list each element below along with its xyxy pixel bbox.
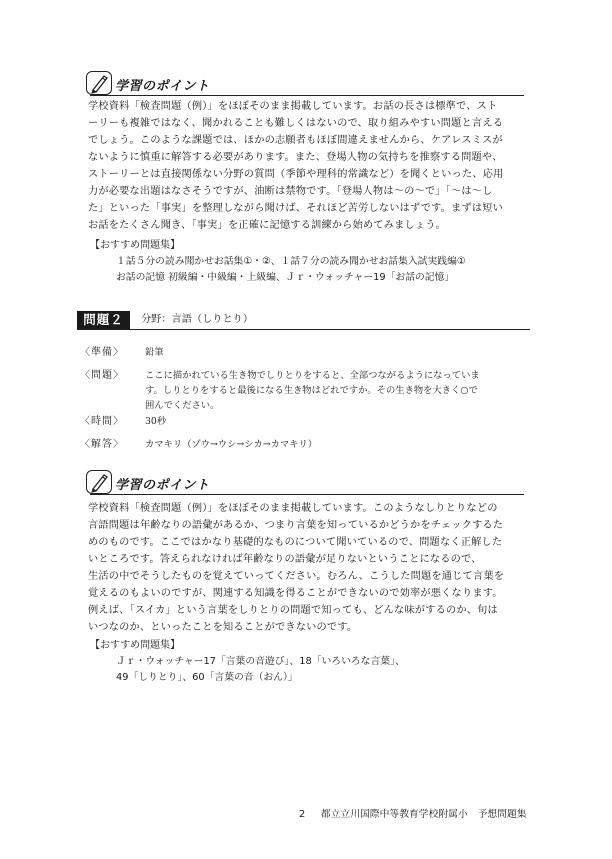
book-title: 都立立川国際中等教育学校附属小 予想問題集 [320,809,527,820]
point-title: 学習のポイント [115,79,210,94]
paragraph-line: 力が必要な出題はなさそうですが、油断は禁物です。「登場人物は～の～で」「～は～し [88,186,493,197]
paragraph-line: でしょう。このような課題では、ほかの志願者もほぼ間違えませんから、ケアレスミスが [88,135,503,146]
recommended-heading: 【おすすめ問題集】 [90,240,181,251]
value-question: す。しりとりをすると最後になる生き物はどれですか。その生き物を大きく○で [145,385,478,396]
value-question: 囲んでください。 [145,400,220,411]
paragraph-line: 覚えるのもよいのですが、関連する知識を得ることができないので効率が悪くなります。 [88,588,503,599]
point-header-2 [86,470,210,494]
label-question: 〈問題〉 [80,370,124,381]
page-footer [299,806,527,820]
paragraph-line: お話をたくさん聞き、「事実」を正確に記憶する訓練から始めてみましょう。 [88,220,447,231]
point-underline [90,494,524,495]
value-answer: カマキリ（ゾウ→ウシ→シカ→カマキリ） [145,439,318,450]
problem-badge: 問題２ [77,311,130,329]
page-number: 2 [299,809,306,820]
recommended-item: Ｊｒ・ウォッチャー17「言葉の音遊び」、18「いろいろな言葉」、 [116,656,405,667]
value-preparation: 鉛筆 [145,347,164,358]
paragraph-line: ないように慎重に解答する必要があります。また、登場人物の気持ちを推察する問題や、 [88,152,503,163]
label-time: 〈時間〉 [80,416,124,427]
label-answer: 〈解答〉 [80,439,124,450]
recommended-heading: 【おすすめ問題集】 [90,640,181,651]
pencil-icon [86,470,112,494]
value-time: 30秒 [145,416,167,427]
point-header-1 [86,71,210,95]
paragraph-line: いところです。答えられなければ年齢なりの語彙が足りないということになるので、 [88,554,482,565]
paragraph-line: 生活の中でそうしたものを覚えていってください。むろん、こうした問題を通じて言葉を [88,571,505,582]
paragraph-line: 言語問題は年齢なりの語彙があるか、つまり言葉を知っているかどうかをチェックするた [88,520,504,531]
paragraph-line: 学校資料「検査問題（例）」をほぼそのまま掲載しています。お話の長さは標準で、スト [88,101,498,112]
recommended-item: １話５分の読み聞かせお話集①・②、１話７分の読み聞かせお話集入試実践編① [116,256,466,267]
point-title: 学習のポイント [115,478,210,493]
pencil-icon [86,71,112,95]
recommended-item: お話の記憶 初級編・中級編・上級編、Ｊｒ・ウォッチャー19「お話の記憶」 [116,272,455,283]
paragraph-line: いつなのか、といったことを知ることができないのです。 [88,622,358,633]
paragraph-line: 学校資料「検査問題（例）」をほぼそのまま掲載しています。このようなしりとりなどの [88,503,498,514]
value-question: ここに描かれている生き物でしりとりをすると、全部つながるようになっていま [145,370,480,381]
paragraph-line: めのものです。ここではかなり基礎的なものについて聞いているので、問題なく正解した [88,537,503,548]
point-paragraph-1 [88,98,526,234]
recommended-item: 49「しりとり」、60「言葉の音（おん）」 [116,672,298,683]
paragraph-line: ストーリーとは直接関係ない分野の質問（季節や理科的常識など）を聞くといった、応用 [88,169,504,180]
problem-field: 分野：言語（しりとり） [141,314,254,325]
paragraph-line: ーリーも複雑ではなく、聞かれることも難しくはないので、取り組みやすい問題と言える [88,118,504,129]
paragraph-line: た」といった「事実」を整理しながら聞けば、それほど苦労しないはずです。まずは短い [88,203,503,214]
point-underline [90,95,524,96]
paragraph-line: 例えば、「スイカ」という言葉をしりとりの問題で知っても、どんな味がするのか、旬は [88,605,498,616]
point-paragraph-2 [88,500,526,636]
label-preparation: 〈準備〉 [80,347,124,358]
